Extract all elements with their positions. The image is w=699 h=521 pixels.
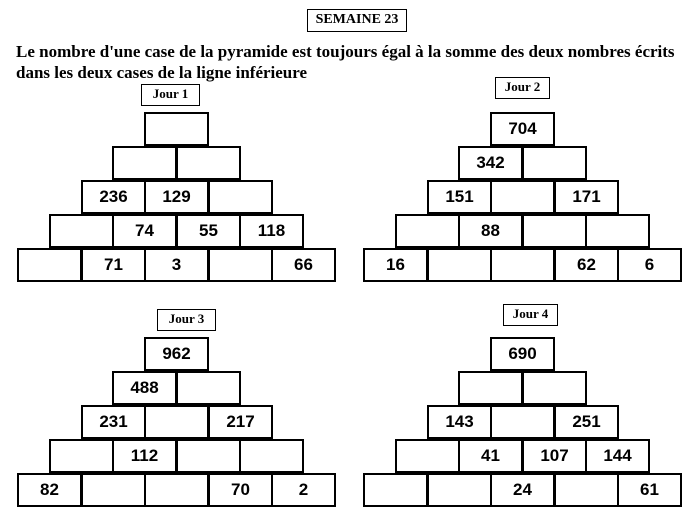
- pyramid-2-cell-r5-c3[interactable]: [490, 248, 555, 282]
- pyramid-4-cell-r4-c3: 107: [522, 439, 587, 473]
- pyramid-4-cell-r5-c4[interactable]: [554, 473, 619, 507]
- pyramid-1-cell-r5-c5: 66: [271, 248, 336, 282]
- pyramid-3-cell-r3-c2[interactable]: [144, 405, 209, 439]
- pyramid-3-cell-r5-c2[interactable]: [81, 473, 146, 507]
- pyramid-3-cell-r4-c1[interactable]: [49, 439, 114, 473]
- pyramid-3-cell-r2-c2[interactable]: [176, 371, 241, 405]
- pyramid-3-cell-r1-c1: 962: [144, 337, 209, 371]
- pyramid-2-cell-r3-c1: 151: [427, 180, 492, 214]
- pyramid-3-cell-r4-c2: 112: [112, 439, 177, 473]
- pyramid-4-cell-r4-c1[interactable]: [395, 439, 460, 473]
- pyramid-4-cell-r2-c2[interactable]: [522, 371, 587, 405]
- pyramid-3-cell-r3-c1: 231: [81, 405, 146, 439]
- week-title: SEMAINE 23: [307, 9, 407, 32]
- pyramid-1-cell-r5-c3: 3: [144, 248, 209, 282]
- pyramid-3-cell-r4-c3[interactable]: [176, 439, 241, 473]
- pyramid-4-cell-r4-c4: 144: [585, 439, 650, 473]
- pyramid-3-cell-r5-c1: 82: [17, 473, 82, 507]
- pyramid-3-cell-r3-c3: 217: [208, 405, 273, 439]
- pyramid-2-cell-r5-c1: 16: [363, 248, 428, 282]
- pyramid-2-cell-r4-c3[interactable]: [522, 214, 587, 248]
- pyramid-1-cell-r5-c2: 71: [81, 248, 146, 282]
- pyramid-1-cell-r5-c4[interactable]: [208, 248, 273, 282]
- pyramid-4-cell-r1-c1: 690: [490, 337, 555, 371]
- pyramid-1-cell-r4-c4: 118: [239, 214, 304, 248]
- pyramid-2-cell-r5-c2[interactable]: [427, 248, 492, 282]
- pyramid-1-cell-r2-c1[interactable]: [112, 146, 177, 180]
- day-label-1: Jour 1: [141, 84, 200, 106]
- pyramid-2-cell-r2-c2[interactable]: [522, 146, 587, 180]
- pyramid-1-cell-r2-c2[interactable]: [176, 146, 241, 180]
- pyramid-2-cell-r5-c5: 6: [617, 248, 682, 282]
- pyramid-2-cell-r4-c4[interactable]: [585, 214, 650, 248]
- pyramid-2-cell-r4-c1[interactable]: [395, 214, 460, 248]
- pyramid-2-cell-r5-c4: 62: [554, 248, 619, 282]
- instructions: Le nombre d'une case de la pyramide est toujours égal à la somme des deux nombres écrits dans les deux cases de la ligne inférieure: [16, 42, 675, 82]
- pyramid-3-cell-r4-c4[interactable]: [239, 439, 304, 473]
- pyramid-1-cell-r4-c1[interactable]: [49, 214, 114, 248]
- pyramid-4-cell-r5-c1[interactable]: [363, 473, 428, 507]
- pyramid-4-cell-r3-c2[interactable]: [490, 405, 555, 439]
- pyramid-3-cell-r2-c1: 488: [112, 371, 177, 405]
- pyramid-1-cell-r5-c1[interactable]: [17, 248, 82, 282]
- pyramid-1-cell-r3-c2: 129: [144, 180, 209, 214]
- pyramid-1-cell-r3-c1: 236: [81, 180, 146, 214]
- pyramid-4-cell-r5-c2[interactable]: [427, 473, 492, 507]
- pyramid-4-cell-r5-c5: 61: [617, 473, 682, 507]
- pyramid-3-cell-r5-c3[interactable]: [144, 473, 209, 507]
- pyramid-1-cell-r4-c3: 55: [176, 214, 241, 248]
- pyramid-4-cell-r3-c1: 143: [427, 405, 492, 439]
- day-label-3: Jour 3: [157, 309, 216, 331]
- day-label-2: Jour 2: [495, 77, 550, 99]
- pyramid-3-cell-r5-c4: 70: [208, 473, 273, 507]
- pyramid-4-cell-r4-c2: 41: [458, 439, 523, 473]
- pyramid-1-cell-r1-c1[interactable]: [144, 112, 209, 146]
- pyramid-1-cell-r4-c2: 74: [112, 214, 177, 248]
- pyramid-2-cell-r4-c2: 88: [458, 214, 523, 248]
- pyramid-4-cell-r2-c1[interactable]: [458, 371, 523, 405]
- day-label-4: Jour 4: [503, 304, 558, 326]
- pyramid-2-cell-r3-c3: 171: [554, 180, 619, 214]
- pyramid-4-cell-r5-c3: 24: [490, 473, 555, 507]
- pyramid-4-cell-r3-c3: 251: [554, 405, 619, 439]
- pyramid-2-cell-r3-c2[interactable]: [490, 180, 555, 214]
- pyramid-1-cell-r3-c3[interactable]: [208, 180, 273, 214]
- pyramid-2-cell-r2-c1: 342: [458, 146, 523, 180]
- pyramid-3-cell-r5-c5: 2: [271, 473, 336, 507]
- pyramid-2-cell-r1-c1: 704: [490, 112, 555, 146]
